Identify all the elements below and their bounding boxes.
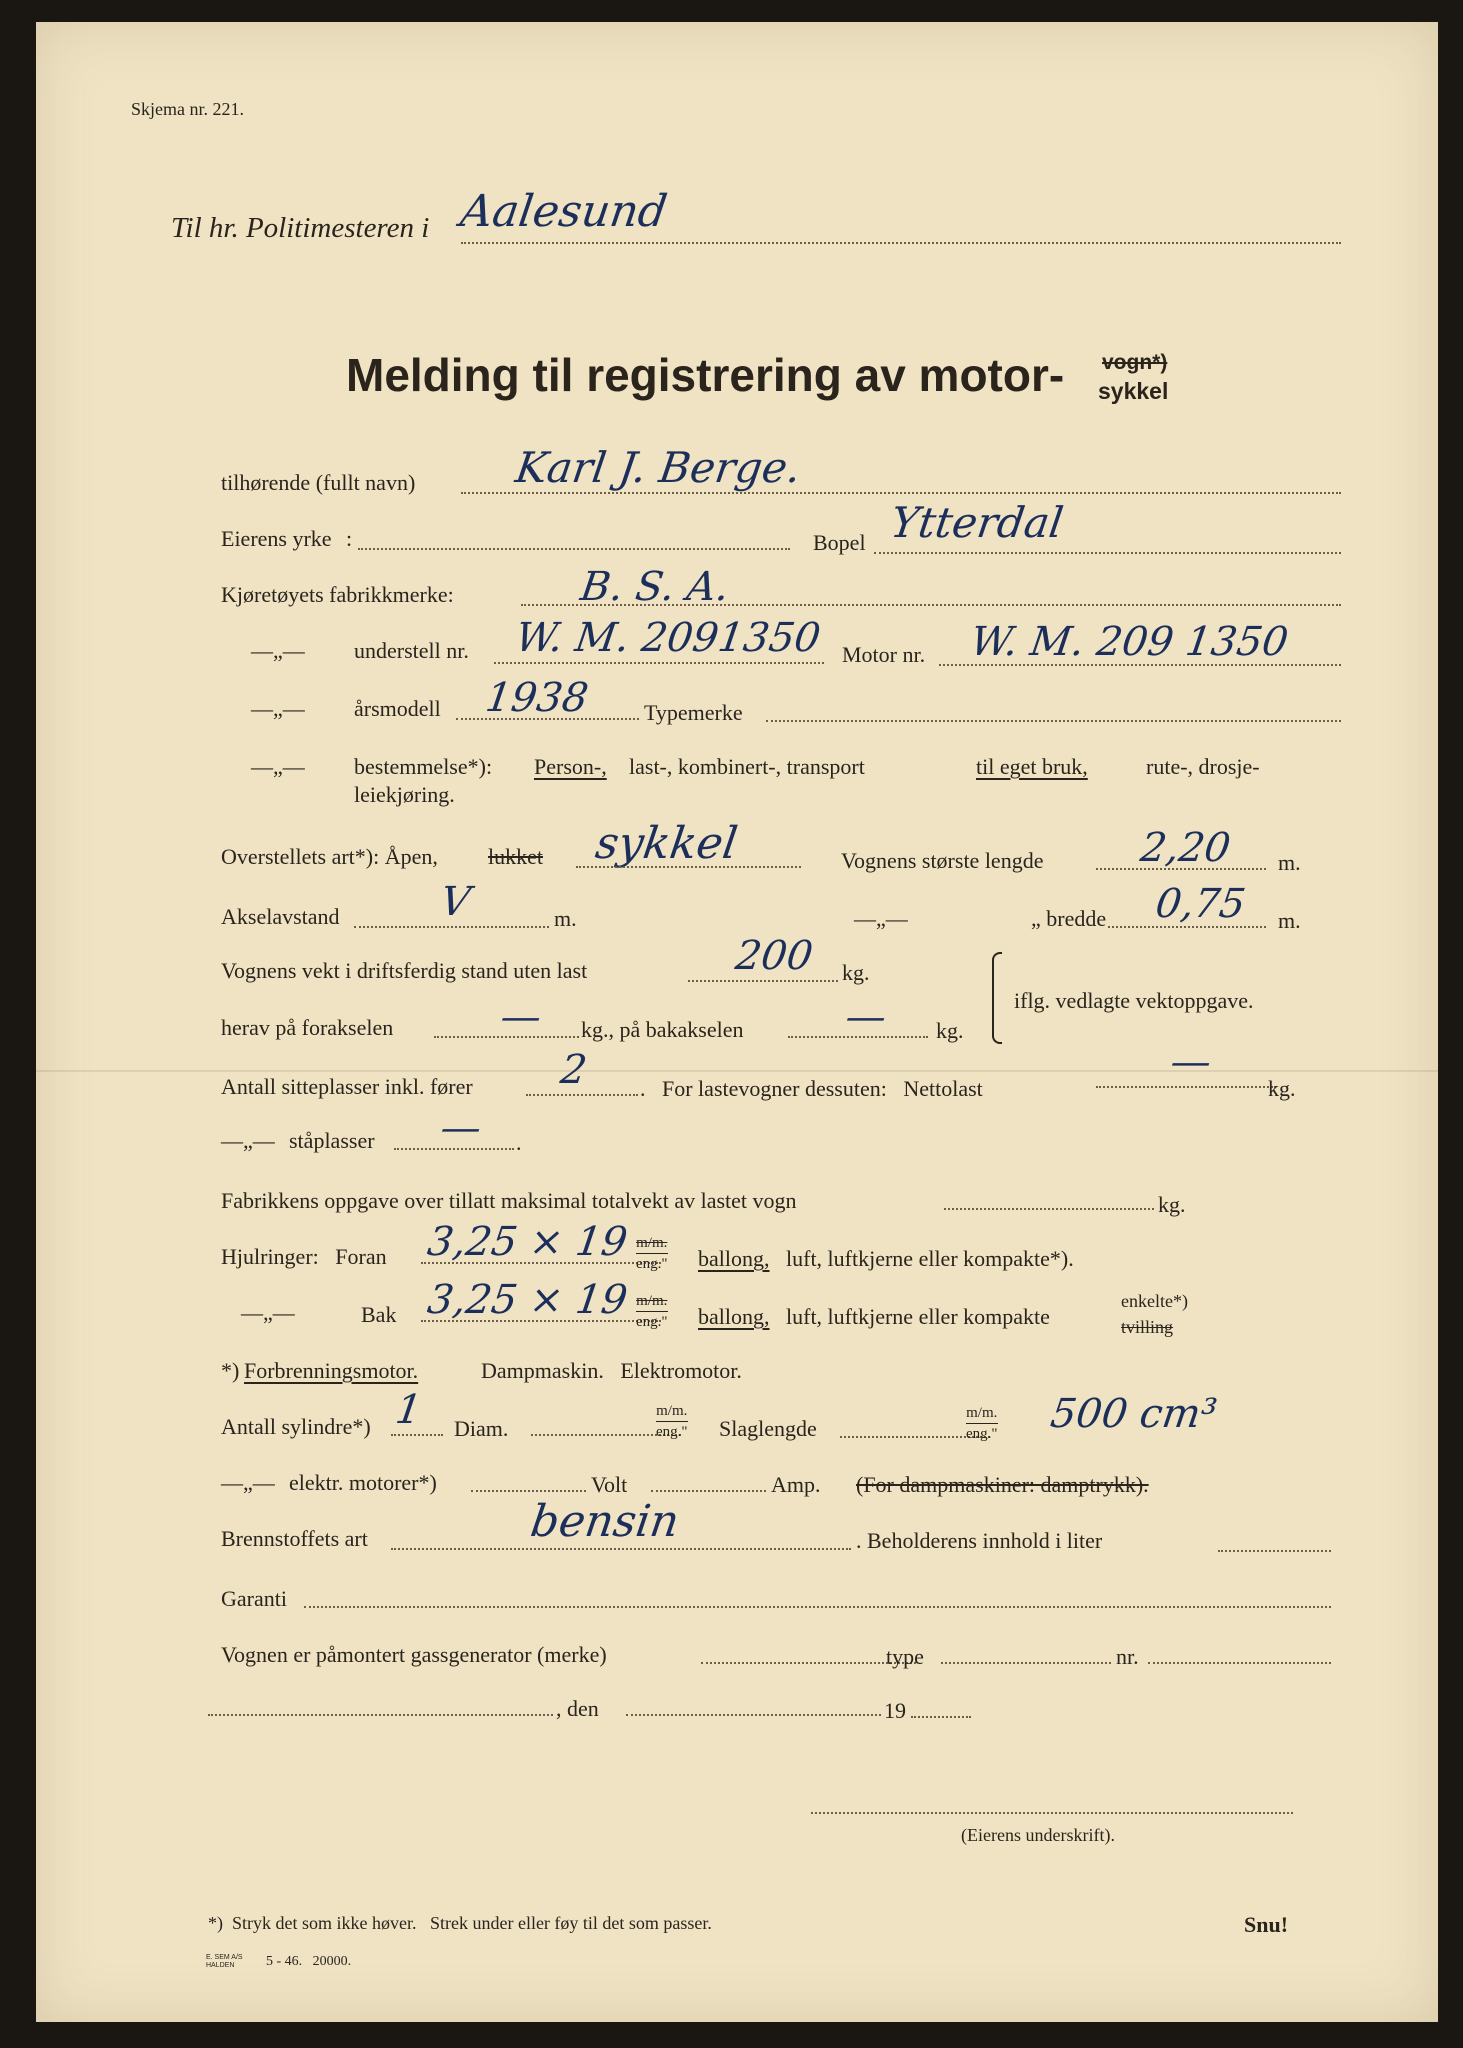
purpose-options-2: rute-, drosje- [1146,754,1260,779]
unit-eng: eng." [966,1426,998,1442]
warranty-line [304,1606,1331,1608]
footnote: *) Stryk det som ikke høver. Strek under eller føy til det som passer. [208,1913,712,1933]
weight-value: 200 [732,933,816,979]
width-label: „ bredde [1031,906,1107,931]
unit-eng: eng." [656,1424,688,1440]
tires-rear-twin: tvilling [1121,1317,1174,1337]
tires-front-balloon: ballong, [698,1246,770,1271]
ditto-mark: —„— [251,696,305,721]
weight-unit: kg. [842,960,870,985]
front-axle-label: herav på forakselen [221,1015,394,1040]
tires-front-value: 3,25 × 19 [424,1219,631,1265]
ditto-mark: —„— [221,1128,275,1153]
engine-value: W. M. 209 1350 [967,619,1292,665]
tires-rear-value: 3,25 × 19 [424,1277,631,1323]
unit-eng: eng." [636,1256,668,1272]
engine-type-options: Dampmaskin. Elektromotor. [481,1358,742,1383]
chassis-label: understell nr. [354,638,469,663]
length-line [1096,868,1266,870]
front-axle-value: — [497,994,545,1040]
tires-front-unit [636,1236,668,1272]
seats-value: 2 [557,1047,590,1093]
cylinders-value: 1 [392,1387,425,1433]
fuel-value: bensin [527,1496,683,1547]
ditto-mark: —„— [854,906,908,931]
tires-rear-unit [636,1294,668,1330]
wheelbase-value: V [437,879,474,925]
purpose-line2: leiekjøring. [354,782,455,807]
unit-eng: eng." [636,1314,668,1330]
steam-pressure: (For dampmaskiner: damptrykk). [856,1472,1149,1497]
ditto-mark: —„— [221,1470,275,1495]
purpose-own-use: til eget bruk, [976,754,1088,779]
length-value: 2,20 [1137,825,1234,871]
gas-generator-line [701,1662,916,1664]
title-option-sykkel: sykkel [1098,378,1169,404]
warranty-label: Garanti [221,1586,287,1611]
fold-line [36,1070,1438,1072]
tank-line [1218,1550,1331,1552]
tires-rear-options: luft, luftkjerne eller kompakte [786,1304,1050,1329]
max-weight-unit: kg. [1158,1192,1186,1217]
standing-label: ståplasser [289,1128,375,1153]
unit-mm: m/m. [636,1294,668,1312]
engine-type-prefix: *) [221,1358,240,1383]
date-line [626,1714,881,1716]
make-label: Kjøretøyets fabrikkmerke: [221,582,454,607]
make-value: B. S. A. [577,564,733,610]
owner-value: Karl J. Berge. [512,443,804,492]
ditto-mark: —„— [251,638,305,663]
occupation-label: Eierens yrke [221,526,332,551]
length-label: Vognens største lengde [841,848,1044,873]
printer-line2: HALDEN [206,1962,235,1969]
max-weight-line [944,1208,1154,1210]
type-mark-line [766,720,1341,722]
recipient-label: Til hr. Politimesteren i [171,212,430,244]
standing-line [394,1148,514,1150]
unit-mm: m/m. [636,1236,668,1254]
net-load-label: . For lastevogner dessuten: Nettolast [640,1076,983,1101]
tires-rear-balloon: ballong, [698,1304,770,1329]
chassis-value: W. M. 2091350 [512,615,824,661]
occupation-line [358,548,790,550]
engine-label: Motor nr. [842,642,926,667]
form-sheet [36,22,1438,2022]
length-unit: m. [1278,850,1301,875]
volt-line [651,1490,766,1492]
width-unit: m. [1278,908,1301,933]
residence-value: Ytterdal [887,498,1067,547]
owner-label: tilhørende (fullt navn) [221,470,416,495]
model-year-line [456,718,639,720]
volt-label: Volt [591,1472,628,1497]
unit-mm: m/m. [966,1406,998,1424]
body-type-line [576,866,801,868]
form-number: Skjema nr. 221. [131,99,244,119]
tires-front-label: Hjulringer: Foran [221,1244,387,1269]
tires-front-options: luft, luftkjerne eller kompakte*). [786,1246,1074,1271]
weight-note: iflg. vedlagte vektoppgave. [1014,988,1254,1013]
amp-label: Amp. [771,1472,821,1497]
residence-line [874,552,1341,554]
gas-type-label: type [886,1644,924,1669]
purpose-person: Person-, [534,754,607,779]
standing-value: — [437,1105,485,1151]
width-line [1108,926,1266,928]
owner-line [461,492,1341,494]
purpose-label: bestemmelse*): [354,754,493,779]
purpose-options: last-, kombinert-, transport [629,754,865,779]
wheelbase-unit: m. [554,906,577,931]
make-line [521,604,1341,606]
gas-nr-line [1148,1662,1331,1664]
net-load-line [1096,1086,1276,1088]
printer-code: 5 - 46. 20000. [266,1954,352,1969]
fuel-line [391,1548,851,1550]
ditto-mark: —„— [251,754,305,779]
body-type-value: sykkel [592,818,741,869]
net-load-unit: kg. [1268,1076,1296,1101]
residence-label: Bopel [813,530,866,555]
year-line [911,1716,971,1718]
tires-rear-single: enkelte*) [1121,1291,1188,1311]
stroke-label: Slaglengde [719,1416,817,1441]
diam-unit [656,1404,688,1440]
chassis-line [494,662,824,664]
body-type-label: Overstellets art*): Åpen, [221,844,438,869]
tank-label: . Beholderens innhold i liter [856,1528,1103,1553]
body-type-closed: lukket [488,844,543,869]
cylinders-line [391,1434,443,1436]
net-load-value: — [1167,1039,1215,1085]
engine-type-combustion: Forbrenningsmotor. [244,1358,419,1383]
rear-axle-unit: kg. [936,1018,964,1043]
seats-label: Antall sitteplasser inkl. fører [221,1074,473,1099]
diam-label: Diam. [454,1416,509,1441]
weight-label: Vognens vekt i driftsferdig stand uten last [221,958,588,983]
recipient-value: Aalesund [457,186,671,237]
width-value: 0,75 [1152,881,1249,927]
signature-line [811,1812,1293,1814]
tires-front-line [421,1262,661,1264]
fuel-label: Brennstoffets art [221,1526,368,1551]
printer-line1: E. SEM A/S [206,1954,243,1961]
front-axle-line [434,1036,579,1038]
displacement-value: 500 cm³ [1047,1391,1220,1437]
rear-axle-label: kg., på bakakselen [581,1017,744,1042]
max-weight-label: Fabrikkens oppgave over tillatt maksimal totalvekt av lastet vogn [221,1188,797,1213]
electric-line [471,1490,586,1492]
type-mark-label: Typemerke [644,700,743,725]
date-label: , den [556,1696,599,1721]
year-label: 19 [884,1698,906,1723]
engine-line [939,664,1341,666]
gas-nr-label: nr. [1116,1644,1139,1669]
weight-line [688,980,838,982]
unit-mm: m/m. [656,1404,688,1422]
turn-over: Snu! [1244,1912,1289,1937]
brace [992,952,1002,1044]
place-line [208,1714,553,1716]
tires-rear-line [421,1320,661,1322]
stroke-unit [966,1406,998,1442]
colon: : [346,526,353,551]
title-option-vogn: vogn*) [1102,351,1168,374]
standing-end: . [516,1130,522,1155]
signature-label: (Eierens underskrift). [961,1825,1115,1845]
model-year-value: 1938 [482,675,592,721]
model-year-label: årsmodell [354,696,441,721]
wheelbase-line [354,926,549,928]
gas-type-line [941,1662,1111,1664]
wheelbase-label: Akselavstand [221,904,340,929]
seats-line [526,1094,638,1096]
cylinders-label: Antall sylindre*) [221,1414,371,1439]
rear-axle-line [788,1036,928,1038]
recipient-line [461,242,1341,244]
electric-label: elektr. motorer*) [289,1470,437,1495]
ditto-mark: —„— [241,1300,295,1325]
rear-axle-value: — [842,994,890,1040]
gas-generator-label: Vognen er påmontert gassgenerator (merke) [221,1642,607,1667]
tires-rear-label: Bak [361,1302,397,1327]
page-title: Melding til registrering av motor- [346,349,1065,401]
